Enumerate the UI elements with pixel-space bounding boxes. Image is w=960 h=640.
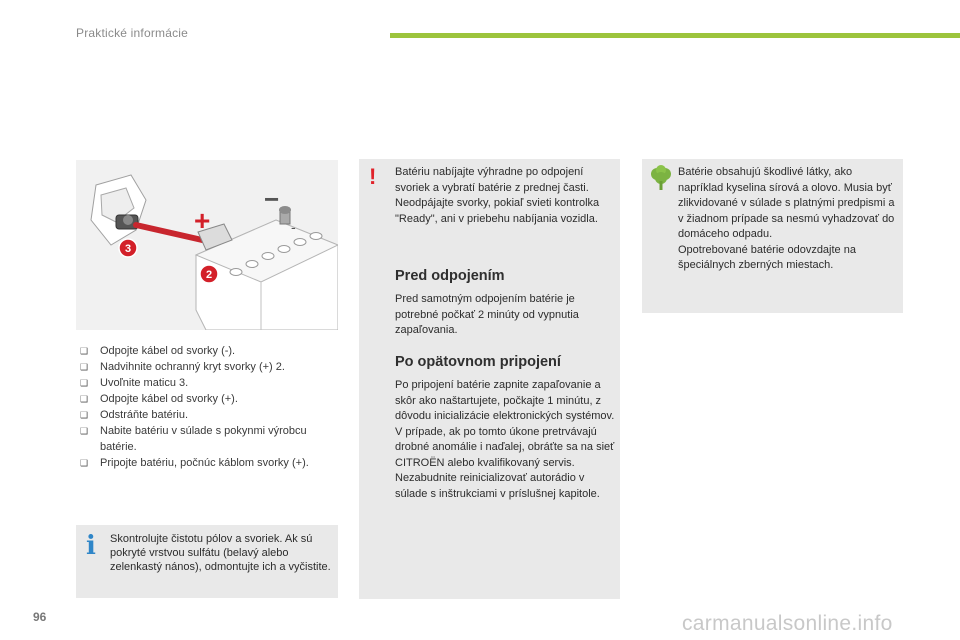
checkbox-bullet-icon: ❑ <box>80 426 89 436</box>
step-text: Odpojte kábel od svorky (+). <box>100 393 238 405</box>
section-title-after-reconnect: Po opätovnom pripojení <box>395 354 561 370</box>
step-item <box>78 375 340 391</box>
callout-2: 2 <box>205 269 213 281</box>
step-text: Pripojte batériu, počnúc káblom svorky (+). <box>100 457 309 469</box>
battery-diagram <box>76 160 338 330</box>
step-item <box>78 359 340 375</box>
small-minus-label: - <box>291 219 296 235</box>
step-item <box>78 343 340 359</box>
step-item <box>78 407 340 423</box>
environment-text-para2: Opotrebované batérie odovzdajte na špeciálnych zberných miestach. <box>678 243 856 271</box>
checkbox-bullet-icon: ❑ <box>80 394 89 404</box>
warning-text: Batériu nabíjajte výhradne po odpojení svoriek a vybratí batérie z prednej časti. Neodpájajte svorky, pokiaľ svieti kontrolka "Ready", ani v priebehu nabíjania vozidla. <box>395 166 600 225</box>
checkbox-bullet-icon: ❑ <box>80 346 89 356</box>
step-text: Uvoľnite maticu 3. <box>100 377 189 389</box>
warning-icon: ! <box>369 164 377 189</box>
step-text: Odpojte kábel od svorky (-). <box>100 345 236 357</box>
checkbox-bullet-icon: ❑ <box>80 458 89 468</box>
page-number: 96 <box>33 610 47 624</box>
step-item <box>78 423 340 455</box>
info-box <box>76 525 338 598</box>
checkbox-bullet-icon: ❑ <box>80 362 89 372</box>
info-text: Skontrolujte čistotu pólov a svoriek. Ak sú pokryté vrstvou sulfátu (belavý alebo zelenkastý nános), odmontujte ich a vyčistite. <box>110 533 331 573</box>
tree-environment-icon <box>650 165 672 191</box>
callout-3: 3 <box>124 243 132 255</box>
environment-box <box>642 159 903 313</box>
watermark: carmanualsonline.info <box>682 612 893 635</box>
environment-text <box>678 165 900 274</box>
section-title-before-disconnect: Pred odpojením <box>395 268 505 284</box>
header-title: Praktické informácie <box>76 26 189 40</box>
plus-sign-label: + <box>194 205 211 236</box>
step-text: Odstráňte batériu. <box>100 409 189 421</box>
procedure-steps <box>78 343 340 471</box>
step-text: Nabite batériu v súlade s pokynmi výrobcu batérie. <box>100 425 307 453</box>
step-item <box>78 455 340 471</box>
checkbox-bullet-icon: ❑ <box>80 410 89 420</box>
section-text-after-reconnect: Po pripojení batérie zapnite zapaľovanie a skôr ako naštartujete, počkajte 1 minútu, z dôvodu inicializácie elektronických systémov. V prípade, ak po tomto úkone pretrvávajú drobné anomálie i naďalej, obráťte sa na sieť CITROËN alebo kvalifikovaný servis. Nezabudnite reinicializovať autorádio v súlade s inštrukciami v príslušnej kapitole. <box>395 379 615 500</box>
warning-box <box>359 159 620 599</box>
header-accent-bar <box>390 33 960 38</box>
info-icon: i <box>86 531 96 561</box>
checkbox-bullet-icon: ❑ <box>80 378 89 388</box>
section-text-before-disconnect: Pred samotným odpojením batérie je potrebné počkať 2 minúty od vypnutia zapaľovania. <box>395 293 579 336</box>
environment-text-para1: Batérie obsahujú škodlivé látky, ako napríklad kyselina sírová a olovo. Musia byť zlikvidované v súlade s platnými predpismi a v žiadnom prípade sa nesmú vyhadzovať do domáceho odpadu. <box>678 166 895 240</box>
step-text: Nadvihnite ochranný kryt svorky (+) 2. <box>100 361 285 373</box>
battery-illustration <box>76 160 338 330</box>
minus-sign-label: − <box>264 184 280 214</box>
step-item <box>78 391 340 407</box>
